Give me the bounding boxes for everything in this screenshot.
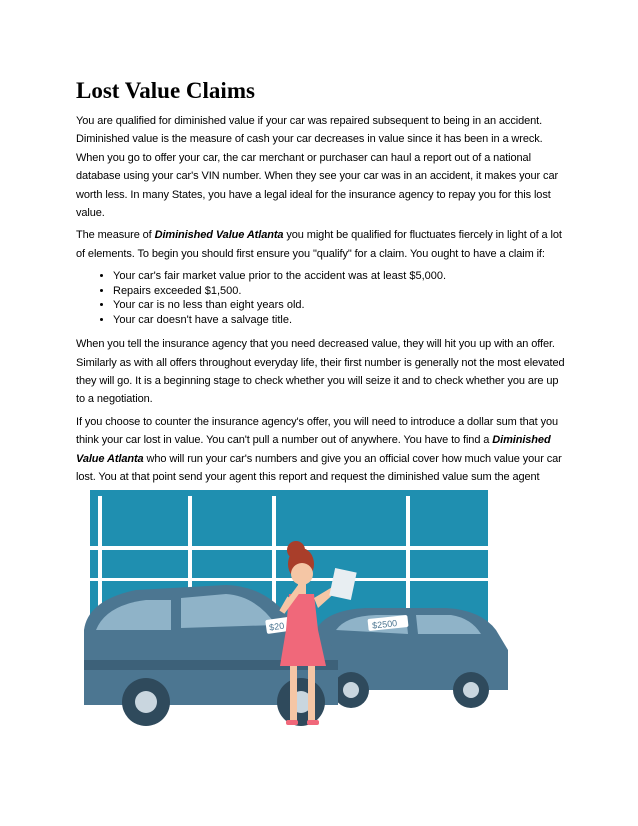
list-item: • Your car doesn't have a salvage title. <box>113 313 566 328</box>
keyword-diminished-value-atlanta: Diminished Value Atlanta <box>154 229 284 242</box>
list-item: • Your car's fair market value prior to the accident was at least $5,000. <box>113 269 566 284</box>
paragraph-intro: You are qualified for diminished value if your car was repaired subsequent to being in an accident. Diminished value is the measure of cash your car decreases in value since it has been in a wreck. When you go to offer your car, the car merchant or purchaser can haul a report out of a national database using your car's VIN number. When they see your car was in an accident, it makes your car worth less. In many States, you have a legal ideal for the insurance agency to repay you for this lost value. <box>76 115 559 220</box>
price-tag-right: $2500 <box>371 618 398 631</box>
document-page <box>76 78 566 509</box>
page-title: Lost Value Claims <box>76 78 255 103</box>
paragraph-measure-tail: you might be qualified for fluctuates fiercely in light of a lot of elements. To begin you should first ensure you "qualify" for a claim. You ought to have a claim if: <box>76 229 562 260</box>
paragraph-counter-tail: who will run your car's numbers and give you an official cover how much value your car lost. You at that point send your agent this report and request the diminished value sum the agent <box>76 452 562 484</box>
paragraph-offer: When you tell the insurance agency that you need decreased value, they will hit you up with an offer. Similarly as with all offers throughout everyday life, their first number is generally not the most elevated they will go. It is a beginning stage to check whether you will seize it and to check whether you are up to a negotiation. <box>76 338 565 406</box>
paragraph-counter-lead: If you choose to counter the insurance agency's offer, you will need to introduce a dollar sum that you think your car lost in value. You can't pull a number out of anywhere. You have to find a <box>76 415 559 447</box>
paragraph-measure-lead: The measure of <box>76 229 155 242</box>
paragraph-measure <box>76 226 566 263</box>
qualification-list <box>76 269 566 327</box>
car-dealer-illustration <box>76 490 512 738</box>
list-item: • Repairs exceeded $1,500. <box>113 284 566 299</box>
list-item: • Your car is no less than eight years old. <box>113 298 566 313</box>
keyword-diminished-value-atlanta: Diminished Value Atlanta <box>76 434 551 465</box>
price-tag-left: $20 <box>268 620 285 633</box>
